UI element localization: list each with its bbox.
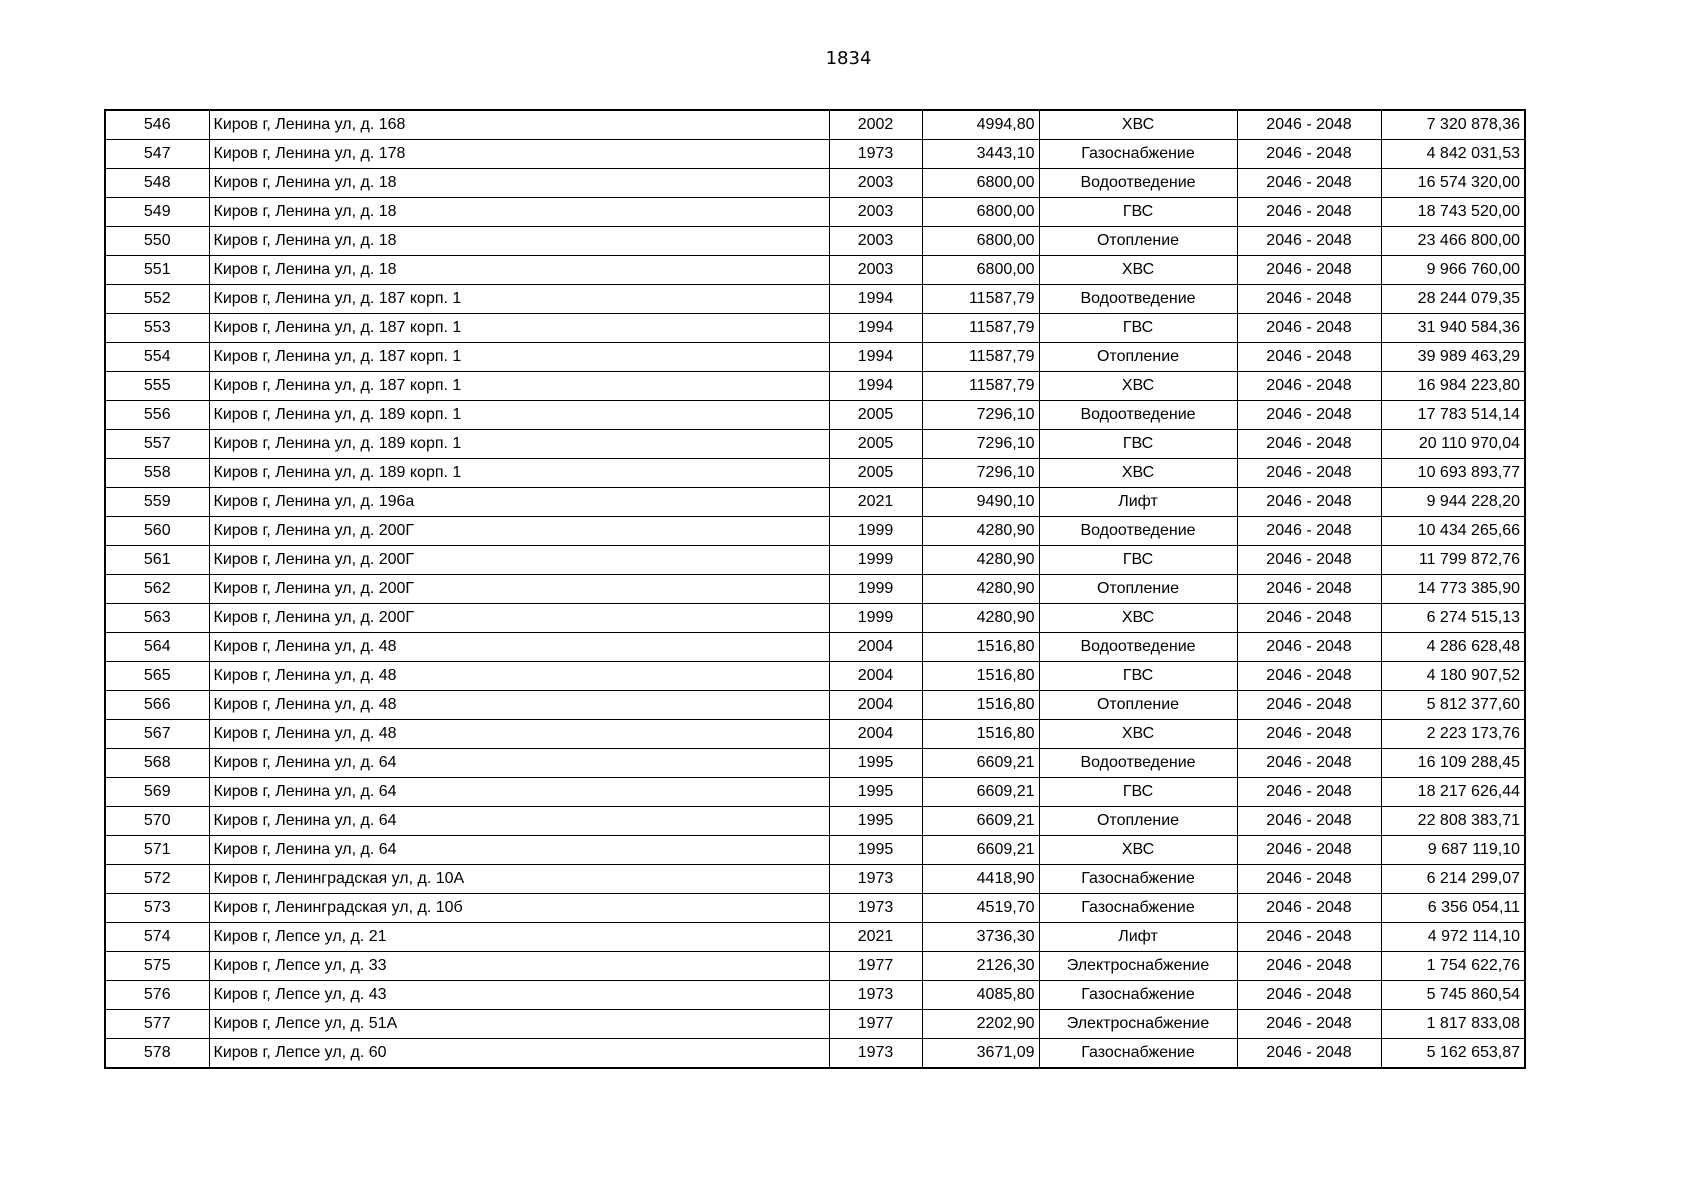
row-number-cell: 577 xyxy=(105,1010,209,1039)
table-row xyxy=(105,575,1525,604)
row-number-cell: 546 xyxy=(105,110,209,140)
cost-cell: 4 180 907,52 xyxy=(1381,662,1525,691)
table-row xyxy=(105,169,1525,198)
address-cell: Киров г, Ленина ул, д. 200Г xyxy=(209,517,829,546)
area-cell: 7296,10 xyxy=(922,401,1039,430)
table-row xyxy=(105,952,1525,981)
area-cell: 6609,21 xyxy=(922,807,1039,836)
year-cell: 2003 xyxy=(829,227,922,256)
address-cell: Киров г, Ленина ул, д. 187 корп. 1 xyxy=(209,314,829,343)
year-cell: 1973 xyxy=(829,865,922,894)
table-row xyxy=(105,894,1525,923)
cost-cell: 10 693 893,77 xyxy=(1381,459,1525,488)
area-cell: 3671,09 xyxy=(922,1039,1039,1069)
row-number-cell: 570 xyxy=(105,807,209,836)
period-cell: 2046 - 2048 xyxy=(1237,720,1381,749)
year-cell: 1999 xyxy=(829,604,922,633)
area-cell: 11587,79 xyxy=(922,285,1039,314)
address-cell: Киров г, Ленина ул, д. 168 xyxy=(209,110,829,140)
cost-cell: 4 842 031,53 xyxy=(1381,140,1525,169)
work-type-cell: ГВС xyxy=(1039,662,1237,691)
area-cell: 6800,00 xyxy=(922,227,1039,256)
cost-cell: 5 162 653,87 xyxy=(1381,1039,1525,1069)
cost-cell: 16 109 288,45 xyxy=(1381,749,1525,778)
address-cell: Киров г, Ленина ул, д. 196а xyxy=(209,488,829,517)
area-cell: 1516,80 xyxy=(922,662,1039,691)
area-cell: 6800,00 xyxy=(922,256,1039,285)
cost-cell: 20 110 970,04 xyxy=(1381,430,1525,459)
table-row xyxy=(105,401,1525,430)
area-cell: 1516,80 xyxy=(922,633,1039,662)
address-cell: Киров г, Ленина ул, д. 64 xyxy=(209,836,829,865)
table-row xyxy=(105,140,1525,169)
period-cell: 2046 - 2048 xyxy=(1237,691,1381,720)
row-number-cell: 571 xyxy=(105,836,209,865)
address-cell: Киров г, Ленина ул, д. 189 корп. 1 xyxy=(209,430,829,459)
period-cell: 2046 - 2048 xyxy=(1237,285,1381,314)
row-number-cell: 575 xyxy=(105,952,209,981)
period-cell: 2046 - 2048 xyxy=(1237,227,1381,256)
row-number-cell: 563 xyxy=(105,604,209,633)
cost-cell: 10 434 265,66 xyxy=(1381,517,1525,546)
table-row xyxy=(105,198,1525,227)
address-cell: Киров г, Ленина ул, д. 200Г xyxy=(209,546,829,575)
table-row xyxy=(105,110,1525,140)
work-type-cell: Водоотведение xyxy=(1039,169,1237,198)
area-cell: 7296,10 xyxy=(922,459,1039,488)
table-row xyxy=(105,1010,1525,1039)
registry-table-body xyxy=(105,110,1525,1068)
work-type-cell: Газоснабжение xyxy=(1039,981,1237,1010)
address-cell: Киров г, Лепсе ул, д. 21 xyxy=(209,923,829,952)
row-number-cell: 548 xyxy=(105,169,209,198)
cost-cell: 18 743 520,00 xyxy=(1381,198,1525,227)
area-cell: 6609,21 xyxy=(922,778,1039,807)
table-row xyxy=(105,865,1525,894)
work-type-cell: Отопление xyxy=(1039,575,1237,604)
period-cell: 2046 - 2048 xyxy=(1237,778,1381,807)
work-type-cell: Газоснабжение xyxy=(1039,865,1237,894)
table-row xyxy=(105,488,1525,517)
address-cell: Киров г, Ленина ул, д. 189 корп. 1 xyxy=(209,401,829,430)
year-cell: 2003 xyxy=(829,169,922,198)
address-cell: Киров г, Ленина ул, д. 48 xyxy=(209,633,829,662)
row-number-cell: 578 xyxy=(105,1039,209,1069)
area-cell: 11587,79 xyxy=(922,343,1039,372)
period-cell: 2046 - 2048 xyxy=(1237,662,1381,691)
work-type-cell: Лифт xyxy=(1039,923,1237,952)
cost-cell: 28 244 079,35 xyxy=(1381,285,1525,314)
row-number-cell: 556 xyxy=(105,401,209,430)
year-cell: 1973 xyxy=(829,1039,922,1069)
page-number: 1834 xyxy=(825,48,872,69)
row-number-cell: 568 xyxy=(105,749,209,778)
table-row xyxy=(105,836,1525,865)
address-cell: Киров г, Ленина ул, д. 200Г xyxy=(209,604,829,633)
work-type-cell: Водоотведение xyxy=(1039,517,1237,546)
work-type-cell: Отопление xyxy=(1039,807,1237,836)
year-cell: 1994 xyxy=(829,343,922,372)
cost-cell: 16 574 320,00 xyxy=(1381,169,1525,198)
work-type-cell: ХВС xyxy=(1039,372,1237,401)
cost-cell: 5 745 860,54 xyxy=(1381,981,1525,1010)
cost-cell: 5 812 377,60 xyxy=(1381,691,1525,720)
table-row xyxy=(105,807,1525,836)
address-cell: Киров г, Ленина ул, д. 64 xyxy=(209,807,829,836)
row-number-cell: 565 xyxy=(105,662,209,691)
row-number-cell: 562 xyxy=(105,575,209,604)
cost-cell: 17 783 514,14 xyxy=(1381,401,1525,430)
address-cell: Киров г, Ленина ул, д. 187 корп. 1 xyxy=(209,343,829,372)
table-row xyxy=(105,720,1525,749)
table-row xyxy=(105,691,1525,720)
period-cell: 2046 - 2048 xyxy=(1237,198,1381,227)
year-cell: 2005 xyxy=(829,401,922,430)
row-number-cell: 549 xyxy=(105,198,209,227)
cost-cell: 11 799 872,76 xyxy=(1381,546,1525,575)
table-row xyxy=(105,227,1525,256)
area-cell: 4280,90 xyxy=(922,546,1039,575)
row-number-cell: 551 xyxy=(105,256,209,285)
period-cell: 2046 - 2048 xyxy=(1237,952,1381,981)
address-cell: Киров г, Ленина ул, д. 189 корп. 1 xyxy=(209,459,829,488)
row-number-cell: 559 xyxy=(105,488,209,517)
year-cell: 1994 xyxy=(829,285,922,314)
area-cell: 1516,80 xyxy=(922,691,1039,720)
year-cell: 1995 xyxy=(829,807,922,836)
period-cell: 2046 - 2048 xyxy=(1237,1010,1381,1039)
table-row xyxy=(105,517,1525,546)
year-cell: 1994 xyxy=(829,314,922,343)
row-number-cell: 567 xyxy=(105,720,209,749)
year-cell: 1995 xyxy=(829,836,922,865)
work-type-cell: ГВС xyxy=(1039,430,1237,459)
work-type-cell: ХВС xyxy=(1039,459,1237,488)
period-cell: 2046 - 2048 xyxy=(1237,401,1381,430)
row-number-cell: 547 xyxy=(105,140,209,169)
table-row xyxy=(105,981,1525,1010)
work-type-cell: Водоотведение xyxy=(1039,749,1237,778)
area-cell: 7296,10 xyxy=(922,430,1039,459)
area-cell: 6800,00 xyxy=(922,198,1039,227)
work-type-cell: ХВС xyxy=(1039,256,1237,285)
period-cell: 2046 - 2048 xyxy=(1237,1039,1381,1069)
work-type-cell: ХВС xyxy=(1039,110,1237,140)
year-cell: 2002 xyxy=(829,110,922,140)
period-cell: 2046 - 2048 xyxy=(1237,865,1381,894)
address-cell: Киров г, Ленина ул, д. 18 xyxy=(209,169,829,198)
row-number-cell: 558 xyxy=(105,459,209,488)
work-type-cell: ГВС xyxy=(1039,198,1237,227)
table-row xyxy=(105,923,1525,952)
year-cell: 1995 xyxy=(829,778,922,807)
area-cell: 4280,90 xyxy=(922,604,1039,633)
table-row xyxy=(105,372,1525,401)
row-number-cell: 573 xyxy=(105,894,209,923)
row-number-cell: 572 xyxy=(105,865,209,894)
cost-cell: 9 944 228,20 xyxy=(1381,488,1525,517)
year-cell: 1973 xyxy=(829,894,922,923)
work-type-cell: Водоотведение xyxy=(1039,633,1237,662)
area-cell: 9490,10 xyxy=(922,488,1039,517)
cost-cell: 6 274 515,13 xyxy=(1381,604,1525,633)
year-cell: 1995 xyxy=(829,749,922,778)
period-cell: 2046 - 2048 xyxy=(1237,633,1381,662)
row-number-cell: 569 xyxy=(105,778,209,807)
period-cell: 2046 - 2048 xyxy=(1237,517,1381,546)
address-cell: Киров г, Ленина ул, д. 178 xyxy=(209,140,829,169)
row-number-cell: 560 xyxy=(105,517,209,546)
address-cell: Киров г, Ленина ул, д. 64 xyxy=(209,778,829,807)
area-cell: 1516,80 xyxy=(922,720,1039,749)
cost-cell: 23 466 800,00 xyxy=(1381,227,1525,256)
table-row xyxy=(105,633,1525,662)
year-cell: 2005 xyxy=(829,459,922,488)
registry-table xyxy=(104,109,1526,1069)
period-cell: 2046 - 2048 xyxy=(1237,169,1381,198)
row-number-cell: 554 xyxy=(105,343,209,372)
year-cell: 2003 xyxy=(829,198,922,227)
year-cell: 1999 xyxy=(829,575,922,604)
table-row xyxy=(105,1039,1525,1069)
period-cell: 2046 - 2048 xyxy=(1237,749,1381,778)
year-cell: 2021 xyxy=(829,923,922,952)
cost-cell: 7 320 878,36 xyxy=(1381,110,1525,140)
address-cell: Киров г, Ленинградская ул, д. 10б xyxy=(209,894,829,923)
work-type-cell: Отопление xyxy=(1039,227,1237,256)
work-type-cell: Газоснабжение xyxy=(1039,894,1237,923)
table-row xyxy=(105,459,1525,488)
row-number-cell: 550 xyxy=(105,227,209,256)
area-cell: 2202,90 xyxy=(922,1010,1039,1039)
work-type-cell: Отопление xyxy=(1039,343,1237,372)
table-row xyxy=(105,604,1525,633)
period-cell: 2046 - 2048 xyxy=(1237,546,1381,575)
address-cell: Киров г, Лепсе ул, д. 51А xyxy=(209,1010,829,1039)
address-cell: Киров г, Ленина ул, д. 18 xyxy=(209,256,829,285)
period-cell: 2046 - 2048 xyxy=(1237,575,1381,604)
address-cell: Киров г, Ленина ул, д. 48 xyxy=(209,662,829,691)
period-cell: 2046 - 2048 xyxy=(1237,604,1381,633)
address-cell: Киров г, Ленинградская ул, д. 10А xyxy=(209,865,829,894)
work-type-cell: Газоснабжение xyxy=(1039,1039,1237,1069)
work-type-cell: Отопление xyxy=(1039,691,1237,720)
work-type-cell: ХВС xyxy=(1039,836,1237,865)
year-cell: 1973 xyxy=(829,981,922,1010)
period-cell: 2046 - 2048 xyxy=(1237,256,1381,285)
cost-cell: 16 984 223,80 xyxy=(1381,372,1525,401)
table-row xyxy=(105,749,1525,778)
cost-cell: 1 817 833,08 xyxy=(1381,1010,1525,1039)
year-cell: 2021 xyxy=(829,488,922,517)
period-cell: 2046 - 2048 xyxy=(1237,343,1381,372)
year-cell: 2004 xyxy=(829,633,922,662)
row-number-cell: 557 xyxy=(105,430,209,459)
table-row xyxy=(105,343,1525,372)
cost-cell: 22 808 383,71 xyxy=(1381,807,1525,836)
work-type-cell: Газоснабжение xyxy=(1039,140,1237,169)
work-type-cell: ГВС xyxy=(1039,314,1237,343)
address-cell: Киров г, Ленина ул, д. 18 xyxy=(209,227,829,256)
area-cell: 4085,80 xyxy=(922,981,1039,1010)
address-cell: Киров г, Ленина ул, д. 64 xyxy=(209,749,829,778)
area-cell: 2126,30 xyxy=(922,952,1039,981)
work-type-cell: ГВС xyxy=(1039,546,1237,575)
period-cell: 2046 - 2048 xyxy=(1237,459,1381,488)
address-cell: Киров г, Лепсе ул, д. 33 xyxy=(209,952,829,981)
period-cell: 2046 - 2048 xyxy=(1237,314,1381,343)
work-type-cell: ГВС xyxy=(1039,778,1237,807)
year-cell: 1994 xyxy=(829,372,922,401)
row-number-cell: 576 xyxy=(105,981,209,1010)
table-row xyxy=(105,314,1525,343)
cost-cell: 2 223 173,76 xyxy=(1381,720,1525,749)
cost-cell: 4 286 628,48 xyxy=(1381,633,1525,662)
work-type-cell: Лифт xyxy=(1039,488,1237,517)
row-number-cell: 561 xyxy=(105,546,209,575)
cost-cell: 31 940 584,36 xyxy=(1381,314,1525,343)
work-type-cell: Водоотведение xyxy=(1039,401,1237,430)
area-cell: 11587,79 xyxy=(922,314,1039,343)
cost-cell: 6 214 299,07 xyxy=(1381,865,1525,894)
year-cell: 2005 xyxy=(829,430,922,459)
table-row xyxy=(105,285,1525,314)
period-cell: 2046 - 2048 xyxy=(1237,488,1381,517)
period-cell: 2046 - 2048 xyxy=(1237,110,1381,140)
period-cell: 2046 - 2048 xyxy=(1237,981,1381,1010)
address-cell: Киров г, Ленина ул, д. 18 xyxy=(209,198,829,227)
area-cell: 4280,90 xyxy=(922,575,1039,604)
year-cell: 2004 xyxy=(829,720,922,749)
year-cell: 1999 xyxy=(829,517,922,546)
work-type-cell: ХВС xyxy=(1039,720,1237,749)
area-cell: 3443,10 xyxy=(922,140,1039,169)
year-cell: 1973 xyxy=(829,140,922,169)
area-cell: 3736,30 xyxy=(922,923,1039,952)
row-number-cell: 566 xyxy=(105,691,209,720)
year-cell: 1977 xyxy=(829,952,922,981)
address-cell: Киров г, Ленина ул, д. 187 корп. 1 xyxy=(209,285,829,314)
cost-cell: 14 773 385,90 xyxy=(1381,575,1525,604)
area-cell: 6800,00 xyxy=(922,169,1039,198)
row-number-cell: 553 xyxy=(105,314,209,343)
period-cell: 2046 - 2048 xyxy=(1237,140,1381,169)
year-cell: 2004 xyxy=(829,691,922,720)
work-type-cell: Водоотведение xyxy=(1039,285,1237,314)
year-cell: 2004 xyxy=(829,662,922,691)
area-cell: 11587,79 xyxy=(922,372,1039,401)
area-cell: 4519,70 xyxy=(922,894,1039,923)
area-cell: 4994,80 xyxy=(922,110,1039,140)
address-cell: Киров г, Ленина ул, д. 48 xyxy=(209,691,829,720)
cost-cell: 6 356 054,11 xyxy=(1381,894,1525,923)
address-cell: Киров г, Лепсе ул, д. 43 xyxy=(209,981,829,1010)
cost-cell: 18 217 626,44 xyxy=(1381,778,1525,807)
area-cell: 4418,90 xyxy=(922,865,1039,894)
cost-cell: 9 966 760,00 xyxy=(1381,256,1525,285)
year-cell: 1999 xyxy=(829,546,922,575)
row-number-cell: 564 xyxy=(105,633,209,662)
area-cell: 6609,21 xyxy=(922,836,1039,865)
area-cell: 4280,90 xyxy=(922,517,1039,546)
table-row xyxy=(105,546,1525,575)
year-cell: 2003 xyxy=(829,256,922,285)
row-number-cell: 552 xyxy=(105,285,209,314)
cost-cell: 1 754 622,76 xyxy=(1381,952,1525,981)
table-row xyxy=(105,778,1525,807)
year-cell: 1977 xyxy=(829,1010,922,1039)
period-cell: 2046 - 2048 xyxy=(1237,894,1381,923)
period-cell: 2046 - 2048 xyxy=(1237,430,1381,459)
row-number-cell: 574 xyxy=(105,923,209,952)
address-cell: Киров г, Ленина ул, д. 200Г xyxy=(209,575,829,604)
period-cell: 2046 - 2048 xyxy=(1237,372,1381,401)
period-cell: 2046 - 2048 xyxy=(1237,807,1381,836)
period-cell: 2046 - 2048 xyxy=(1237,836,1381,865)
table-row xyxy=(105,430,1525,459)
work-type-cell: Электроснабжение xyxy=(1039,952,1237,981)
table-row xyxy=(105,256,1525,285)
area-cell: 6609,21 xyxy=(922,749,1039,778)
address-cell: Киров г, Ленина ул, д. 48 xyxy=(209,720,829,749)
period-cell: 2046 - 2048 xyxy=(1237,923,1381,952)
address-cell: Киров г, Лепсе ул, д. 60 xyxy=(209,1039,829,1069)
cost-cell: 39 989 463,29 xyxy=(1381,343,1525,372)
address-cell: Киров г, Ленина ул, д. 187 корп. 1 xyxy=(209,372,829,401)
row-number-cell: 555 xyxy=(105,372,209,401)
table-row xyxy=(105,662,1525,691)
cost-cell: 9 687 119,10 xyxy=(1381,836,1525,865)
work-type-cell: Электроснабжение xyxy=(1039,1010,1237,1039)
cost-cell: 4 972 114,10 xyxy=(1381,923,1525,952)
work-type-cell: ХВС xyxy=(1039,604,1237,633)
